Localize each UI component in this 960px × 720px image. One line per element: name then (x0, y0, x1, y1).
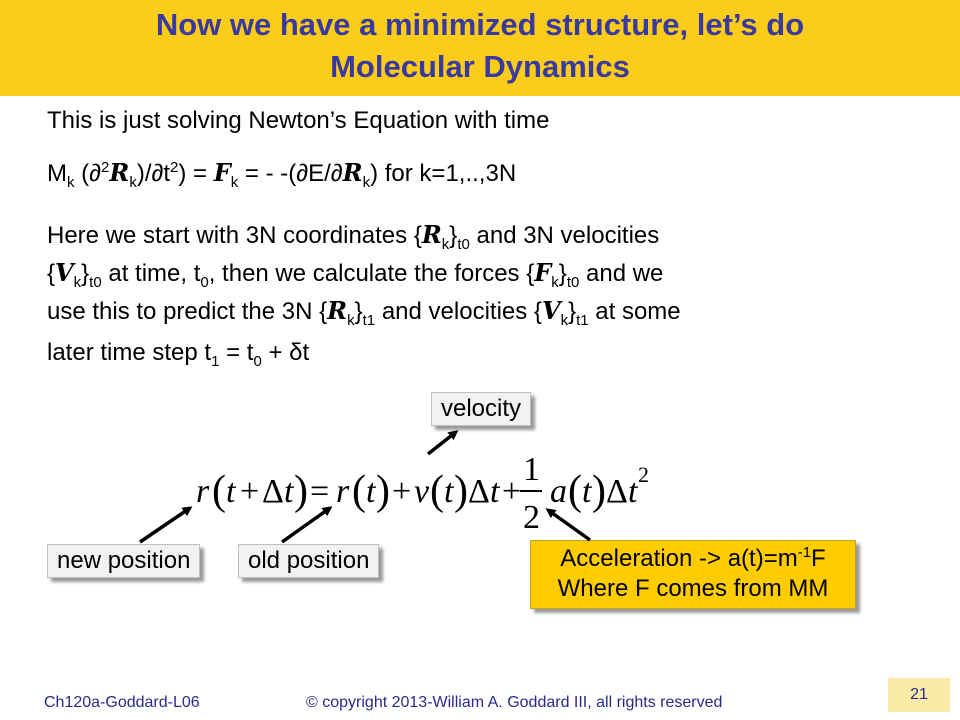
svg-text:): ) (294, 468, 308, 514)
svg-text:t: t (444, 473, 454, 510)
title-line-2: Molecular Dynamics (330, 49, 630, 84)
svg-text:): ) (376, 468, 390, 514)
svg-text:Δ: Δ (262, 473, 284, 510)
svg-text:1: 1 (523, 451, 540, 488)
svg-text:): ) (592, 468, 606, 514)
paragraph-line-2: $\{V_k\}_{t0}$ at time, $t_0$, then we calculate the forces $\{F_k\}_{t0}$ and we (47, 258, 664, 291)
velocity-callout: velocity (431, 392, 531, 426)
svg-text:(: ( (430, 468, 444, 514)
old-position-callout: old position (238, 544, 379, 578)
arrow-from-old-position (282, 508, 330, 542)
title-line-1: Now we have a minimized structure, let’s do (155, 7, 805, 42)
page-number: 21 (888, 678, 950, 712)
svg-text:t: t (284, 473, 294, 510)
svg-text:(: ( (212, 468, 226, 514)
svg-text:=: = (310, 473, 330, 510)
new-position-callout: new position (47, 544, 200, 578)
arrow-from-acceleration (548, 510, 590, 540)
svg-text:t: t (226, 473, 236, 510)
intro-text: This is just solving Newton’s Equation with time (47, 107, 550, 134)
paragraph-line-3: use this to predict the 3N $\{R_k\}_{t1}$ and velocities $\{V_k\}_{t1}$ at some (47, 296, 681, 329)
svg-text:t: t (490, 473, 500, 510)
footer-course: Ch120a-Goddard-L06 (44, 694, 200, 711)
arrow-to-velocity (428, 432, 456, 454)
svg-text:): ) (454, 468, 468, 514)
svg-text:r: r (336, 473, 350, 510)
svg-text:+: + (502, 473, 522, 510)
acceleration-line-2: Where F comes from MM (557, 575, 829, 602)
svg-text:t: t (628, 473, 638, 510)
footer-copyright: © copyright 2013-William A. Goddard III, all rights reserved (306, 694, 723, 711)
svg-text:Δ: Δ (606, 473, 628, 510)
svg-text:a: a (550, 473, 567, 510)
svg-text:2: 2 (523, 499, 540, 536)
svg-text:v: v (414, 473, 430, 510)
arrow-from-new-position (140, 508, 190, 542)
svg-text:+: + (240, 473, 260, 510)
svg-text:t: t (582, 473, 592, 510)
svg-text:2: 2 (638, 462, 649, 487)
svg-text:t: t (366, 473, 376, 510)
paragraph-line-1: Here we start with 3N coordinates $\{R_k\}_{t0}$ and 3N velocities (47, 220, 660, 253)
svg-text:(: ( (352, 468, 366, 514)
paragraph-line-4: later time step $t_1 = t_0 + \delta t$ (47, 339, 310, 370)
newton-equation: $M_k$ $(\partial^2R_k)/\partial t^2) = F_k$ = - $-(\partial E/\partial R_k)$ for k=1,..,3N (47, 158, 517, 191)
acceleration-line-1: Acceleration -> $a(t)=m^{-1}F$ (560, 544, 826, 572)
svg-text:Δ: Δ (468, 473, 490, 510)
svg-text:r: r (196, 473, 210, 510)
svg-text:(: ( (568, 468, 582, 514)
svg-text:+: + (392, 473, 412, 510)
